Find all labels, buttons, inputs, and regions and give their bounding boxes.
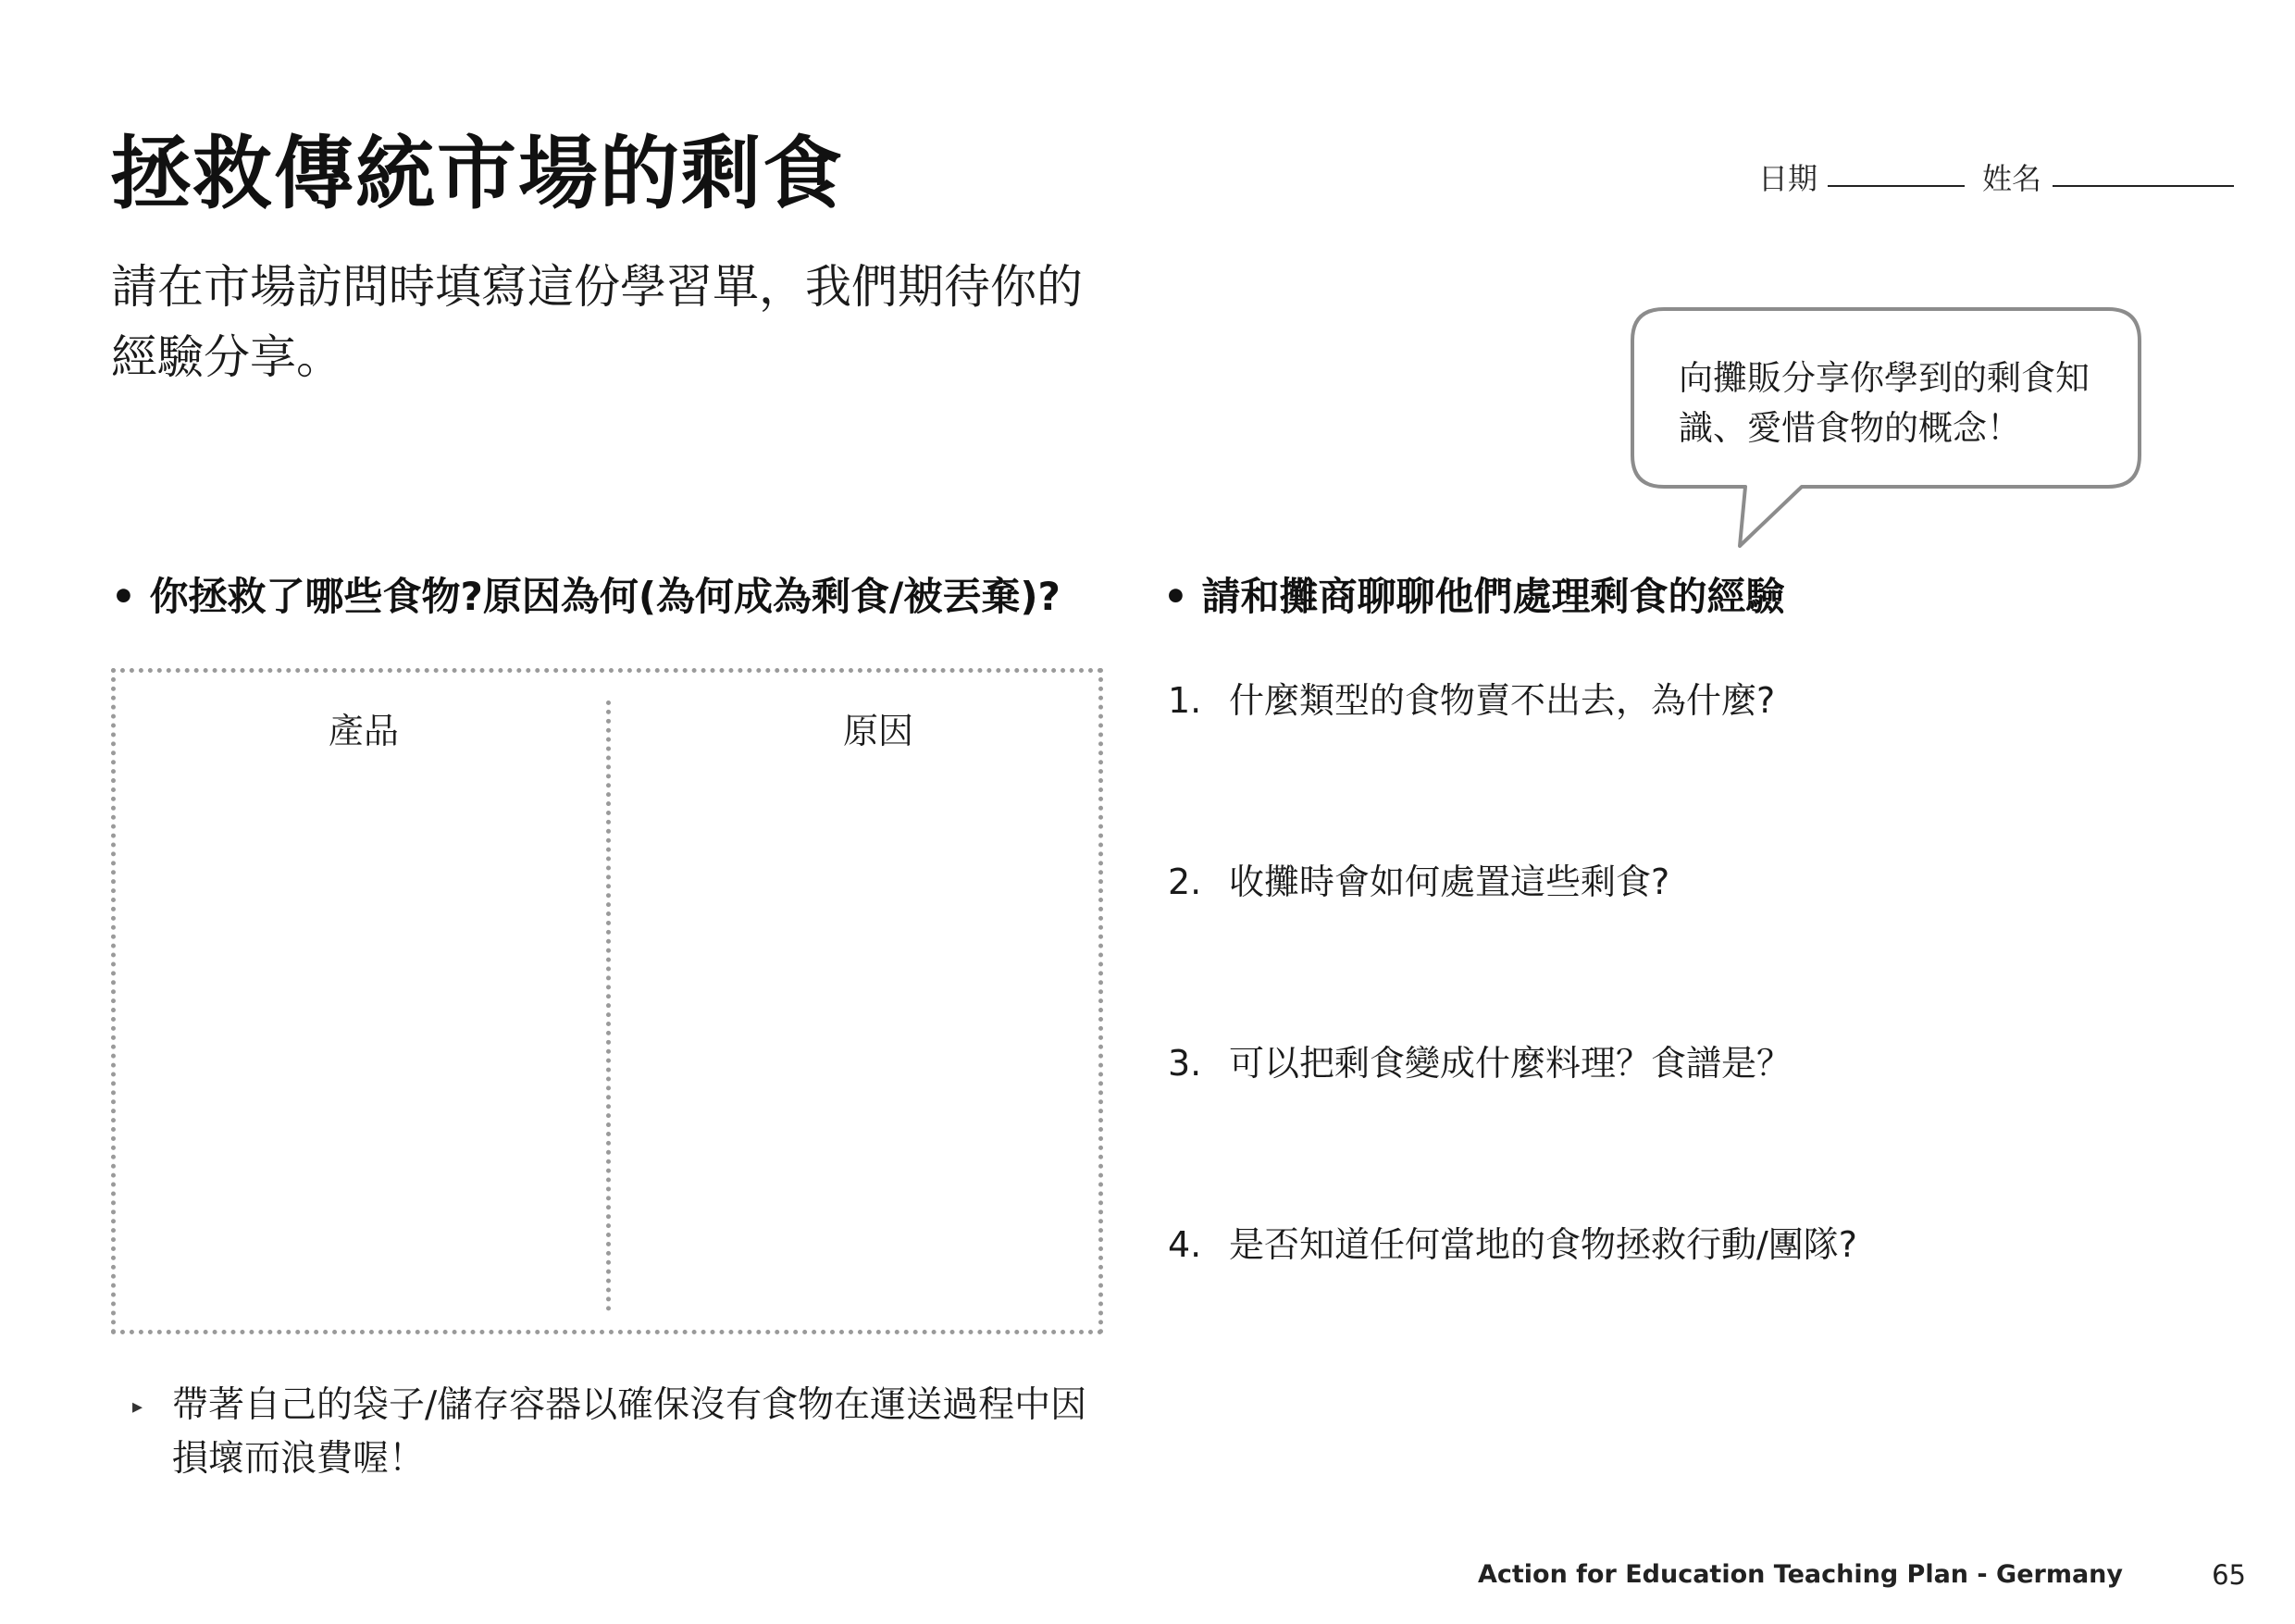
question-number: 3. <box>1168 1043 1202 1084</box>
question-item <box>1168 1035 1792 1085</box>
name-blank-line <box>2053 185 2234 187</box>
column-header-reason: 原因 <box>842 711 913 751</box>
intro-text: 請在市場訪問時填寫這份學習單，我們期待你的經驗分享。 <box>111 260 1083 384</box>
name-label: 姓名 <box>1982 161 2042 196</box>
tip-text: 帶著自己的袋子/儲存容器以確保沒有食物在運送過程中因損壞而浪費喔！ <box>172 1384 1087 1480</box>
food-rescue-table <box>111 668 1103 1334</box>
speech-bubble <box>1631 307 2141 548</box>
footer-text: Action for Education Teaching Plan - Germany <box>1477 1560 2123 1589</box>
question-number: 1. <box>1168 680 1202 721</box>
date-blank-line <box>1828 185 1965 187</box>
speech-bubble-text: 向攤販分享你學到的剩食知識、愛惜食物的概念！ <box>1679 358 2090 448</box>
left-section-heading: • 你拯救了哪些食物?原因為何(為何成為剩食/被丟棄)? <box>111 574 1061 619</box>
question-text: 是否知道任何當地的食物拯救行動/團隊? <box>1229 1224 1857 1265</box>
question-item <box>1168 1216 1857 1267</box>
date-label: 日期 <box>1758 161 1818 196</box>
question-text: 什麼類型的食物賣不出去，為什麼? <box>1229 680 1776 721</box>
question-item <box>1168 853 1669 904</box>
column-header-product: 產品 <box>328 711 399 751</box>
question-number: 4. <box>1168 1224 1202 1265</box>
right-section-heading: • 請和攤商聊聊他們處理剩食的經驗 <box>1163 574 1785 619</box>
question-text: 收攤時會如何處置這些剩食? <box>1229 862 1670 902</box>
question-item <box>1168 672 1775 723</box>
page-title: 拯救傳統市場的剩食 <box>111 128 844 220</box>
table-column-divider <box>606 700 611 1311</box>
page-number: 65 <box>2212 1559 2246 1591</box>
question-text: 可以把剩食變成什麼料理？食譜是？ <box>1229 1043 1793 1084</box>
tip-marker-icon: ▸ <box>132 1395 143 1419</box>
question-number: 2. <box>1168 862 1202 902</box>
